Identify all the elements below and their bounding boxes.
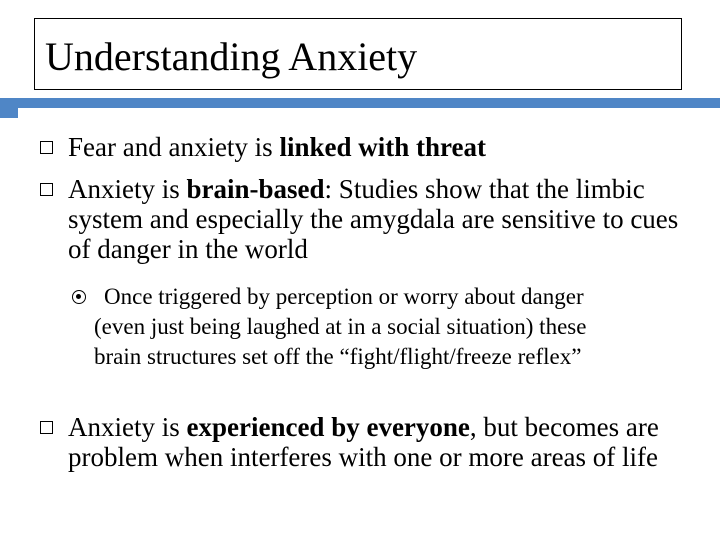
accent-square xyxy=(0,100,18,118)
square-bullet-icon xyxy=(40,421,53,434)
square-bullet-icon xyxy=(40,183,53,196)
accent-bar xyxy=(0,98,720,108)
title-box xyxy=(34,18,682,90)
sub-bullet-text: Once triggered by perception or worry about danger (even just being laughed at in a social situation) these brain structures set off the “fight/flight/freeze reflex” xyxy=(94,284,587,369)
square-bullet-icon xyxy=(40,141,53,154)
slide-title: Understanding Anxiety xyxy=(45,34,418,79)
bullet-3-text: Anxiety is experienced by everyone, but becomes are problem when interferes with one or more areas of life xyxy=(68,412,659,472)
bullet-1-text: Fear and anxiety is linked with threat xyxy=(68,132,486,162)
bullet-2-text: Anxiety is brain-based: Studies show that the limbic system and especially the amygdala are sensitive to cues of danger in the world xyxy=(68,174,679,264)
circle-bullet-icon xyxy=(72,290,86,304)
